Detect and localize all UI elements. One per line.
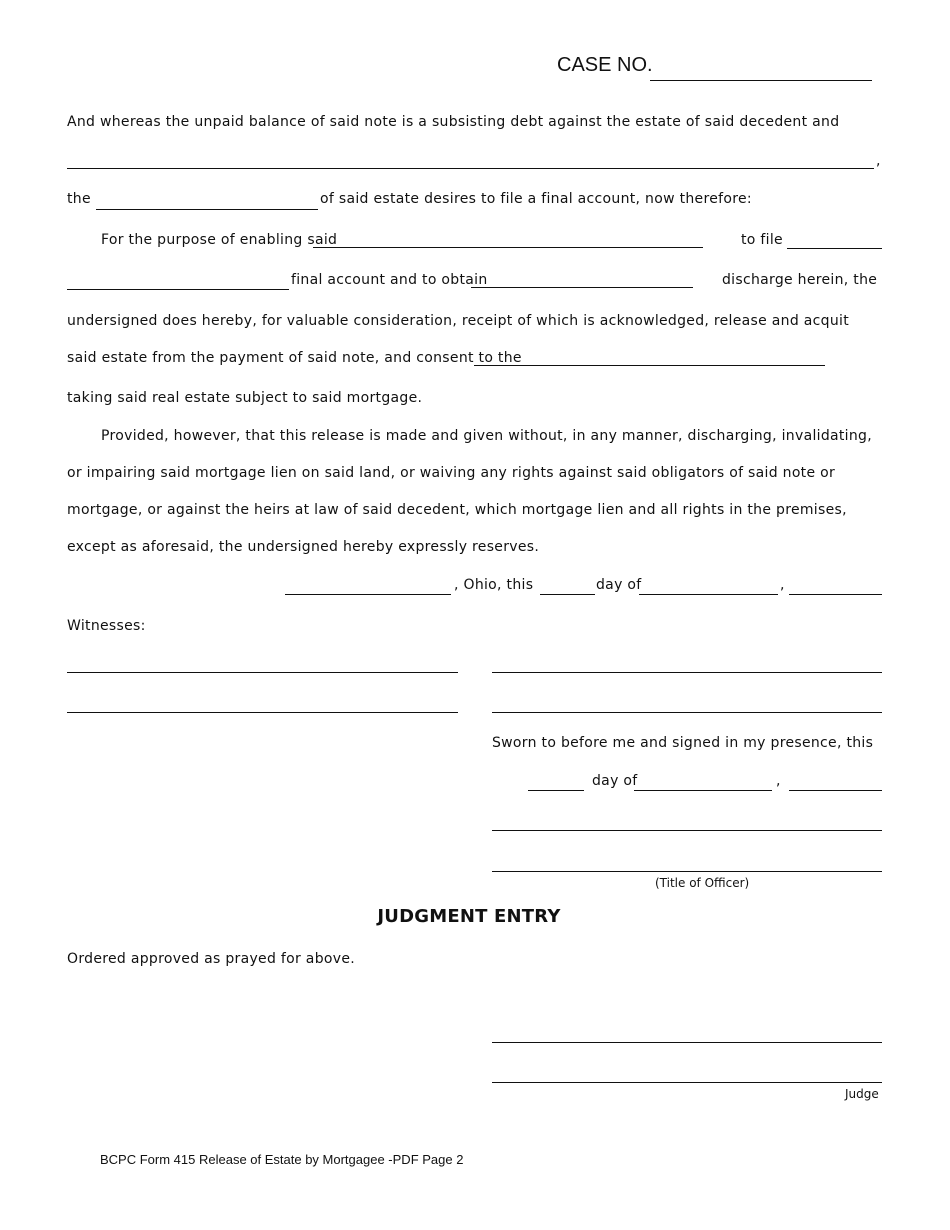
witness-1-signature[interactable] xyxy=(67,672,458,673)
purchaser-field[interactable] xyxy=(474,365,825,366)
notary-comma: , xyxy=(776,773,781,789)
ordered-text: Ordered approved as prayed for above. xyxy=(67,951,355,967)
case-number-label: CASE NO. xyxy=(557,54,653,76)
para2-line2: or impairing said mortgage lien on said land, or waiving any rights against said obligators of said note or xyxy=(67,465,836,481)
case-number-field[interactable] xyxy=(650,80,872,81)
fiduciary-pronoun-field-a[interactable] xyxy=(787,248,882,249)
line3-text: of said estate desires to file a final account, now therefore: xyxy=(320,191,752,207)
judge-signature-field[interactable] xyxy=(492,1042,882,1043)
comma: , xyxy=(876,153,881,169)
month-field[interactable] xyxy=(639,594,778,595)
title-of-officer-label: (Title of Officer) xyxy=(655,876,750,890)
year-field[interactable] xyxy=(789,594,882,595)
line8-text: taking said real estate subject to said mortgage. xyxy=(67,390,423,406)
creditor-name-field[interactable] xyxy=(67,168,874,169)
date-comma: , xyxy=(780,577,785,593)
day-of-text: day of xyxy=(596,577,642,593)
city-field[interactable] xyxy=(285,594,451,595)
line5-text: final account and to obtain xyxy=(291,272,488,288)
para2-line3: mortgage, or against the heirs at law of said decedent, which mortgage lien and all rights in the premises, xyxy=(67,502,847,518)
line4-text: For the purpose of enabling said xyxy=(101,232,338,248)
mortgagee-signature-1[interactable] xyxy=(492,672,882,673)
form-footer: BCPC Form 415 Release of Estate by Mortgagee -PDF Page 2 xyxy=(100,1152,464,1167)
ohio-this-text: , Ohio, this xyxy=(454,577,534,593)
line7-text: said estate from the payment of said note, and consent to the xyxy=(67,350,522,366)
mortgagee-signature-2[interactable] xyxy=(492,712,882,713)
para2-line1: Provided, however, that this release is made and given without, in any manner, discharging, invalidating, xyxy=(101,428,872,444)
to-file-text: to file xyxy=(741,232,783,248)
day-field[interactable] xyxy=(540,594,595,595)
officer-title-field[interactable] xyxy=(492,871,882,872)
discharge-text: discharge herein, the xyxy=(722,272,878,288)
witness-2-signature[interactable] xyxy=(67,712,458,713)
notary-day-of-text: day of xyxy=(592,773,638,789)
line6-text: undersigned does hereby, for valuable consideration, receipt of which is acknowledged, release and acquit xyxy=(67,313,849,329)
witnesses-label: Witnesses: xyxy=(67,618,146,634)
officer-signature-field[interactable] xyxy=(492,830,882,831)
fiduciary-pronoun-field-b[interactable] xyxy=(67,289,289,290)
sworn-text: Sworn to before me and signed in my presence, this xyxy=(492,735,874,751)
para2-line4: except as aforesaid, the undersigned hereby expressly reserves. xyxy=(67,539,540,555)
notary-month-field[interactable] xyxy=(634,790,772,791)
judgment-entry-heading: JUDGMENT ENTRY xyxy=(377,906,561,927)
judge-label: Judge xyxy=(845,1087,879,1101)
the-text: the xyxy=(67,191,91,207)
judge-name-field[interactable] xyxy=(492,1082,882,1083)
para1-text: And whereas the unpaid balance of said note is a subsisting debt against the estate of said decedent and xyxy=(67,114,840,130)
notary-day-field[interactable] xyxy=(528,790,584,791)
fiduciary-name-field[interactable] xyxy=(313,247,703,248)
discharge-field[interactable] xyxy=(471,287,693,288)
notary-year-field[interactable] xyxy=(789,790,882,791)
fiduciary-title-field[interactable] xyxy=(96,209,318,210)
